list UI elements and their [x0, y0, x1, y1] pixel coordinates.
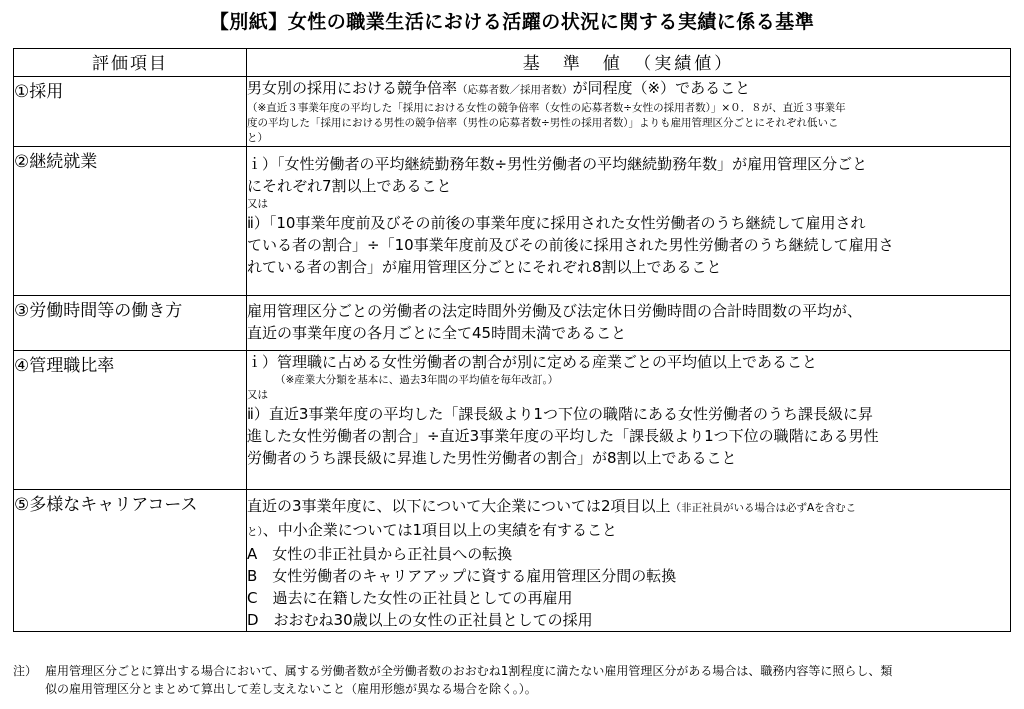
table-row-hiring — [14, 77, 1011, 147]
page-title: 【別紙】女性の職業生活における活躍の状況に関する実績に係る基準 — [209, 11, 815, 33]
value-continuous-employment — [247, 147, 1011, 296]
value-note-line: と） — [247, 132, 268, 144]
career-option-c: C 過去に在籍した女性の正社員としての再雇用 — [247, 589, 573, 607]
item-working-hours: ③労働時間等の働き方 — [14, 296, 247, 351]
value-line: 進した女性労働者の割合」÷直近3事業年度の平均した「課長級より1つ下位の職階にある男性 — [247, 427, 879, 445]
value-note-line: （※直近３事業年度の平均した「採用における女性の競争倍率（女性の応募者数÷女性の採用者数）」×０．８が、直近３事業年 — [247, 102, 846, 114]
value-line: 直近の3事業年度に、以下について大企業については2項目以上（非正社員がいる場合は必ずAを含むこ — [247, 497, 857, 515]
career-option-b: B 女性労働者のキャリアアップに資する雇用管理区分間の転換 — [247, 567, 677, 585]
value-line: にそれぞれ7割以上であること — [247, 177, 452, 195]
value-note-line: 度の平均した「採用における男性の競争倍率（男性の応募者数÷男性の採用者数）」よりも雇用管理区分ごとにそれぞれ低いこ — [247, 117, 839, 129]
value-line: 雇用管理区分ごとの労働者の法定時間外労働及び法定休日労働時間の合計時間数の平均が、 — [247, 302, 863, 320]
table-header-row — [14, 49, 1011, 77]
career-option-d: D おおむね30歳以上の女性の正社員としての採用 — [247, 611, 593, 629]
value-line: ⅱ）直近3事業年度の平均した「課長級より1つ下位の職階にある女性労働者のうち課長級に昇 — [247, 405, 873, 423]
table-row-continuous-employment — [14, 147, 1011, 296]
value-hiring — [247, 77, 1011, 147]
value-line: 直近の事業年度の各月ごとに全て45時間未満であること — [247, 324, 627, 342]
criteria-table — [13, 48, 1011, 632]
table-row-working-hours — [14, 296, 1011, 351]
value-line: ｉ）管理職に占める女性労働者の割合が別に定める産業ごとの平均値以上であること — [247, 353, 818, 371]
footnote — [13, 662, 1013, 698]
header-standard-value: 基 準 値 （実績値） — [247, 49, 1011, 77]
footnote-lead: 注） — [13, 664, 38, 678]
value-line: と）、中小企業については1項目以上の実績を有すること — [247, 521, 617, 539]
value-or-label: 又は — [247, 389, 268, 401]
value-manager-ratio — [247, 351, 1011, 490]
item-manager-ratio: ④管理職比率 — [14, 351, 247, 490]
footnote-line: 注） 雇用管理区分ごとに算出する場合において、属する労働者数が全労働者数のおおむね1割程度に満たない雇用管理区分がある場合は、職務内容等に照らし、類 — [13, 664, 893, 678]
career-option-a: A 女性の非正社員から正社員への転換 — [247, 545, 513, 563]
table-row-manager-ratio — [14, 351, 1011, 490]
value-line: ｉ）「女性労働者の平均継続勤務年数÷男性労働者の平均継続勤務年数」が雇用管理区分ごと — [247, 155, 868, 173]
footnote-line: 似の雇用管理区分とまとめて算出して差し支えないこと（雇用形態が異なる場合を除く。）。 — [45, 682, 537, 696]
value-line: 男女別の採用における競争倍率（応募者数／採用者数）が同程度（※）であること — [247, 79, 751, 97]
item-hiring: ①採用 — [14, 77, 247, 147]
value-or-label: 又は — [247, 198, 268, 210]
table-row-career-courses — [14, 490, 1011, 632]
value-note-line: （※産業大分類を基本に、過去3年間の平均値を毎年改訂。） — [275, 374, 559, 386]
header-evaluation-item: 評価項目 — [14, 49, 247, 77]
value-line: ている者の割合」÷「10事業年度前及びその前後に採用された男性労働者のうち継続して雇用さ — [247, 236, 894, 254]
value-line: ⅱ）「10事業年度前及びその前後の事業年度に採用された女性労働者のうち継続して雇用され — [247, 214, 866, 232]
item-career-courses: ⑤多様なキャリアコース — [14, 490, 247, 632]
value-line: れている者の割合」が雇用管理区分ごとにそれぞれ8割以上であること — [247, 258, 722, 276]
item-continuous-employment: ②継続就業 — [14, 147, 247, 296]
value-line: 労働者のうち課長級に昇進した男性労働者の割合」が8割以上であること — [247, 449, 737, 467]
value-working-hours — [247, 296, 1011, 351]
value-career-courses — [247, 490, 1011, 632]
